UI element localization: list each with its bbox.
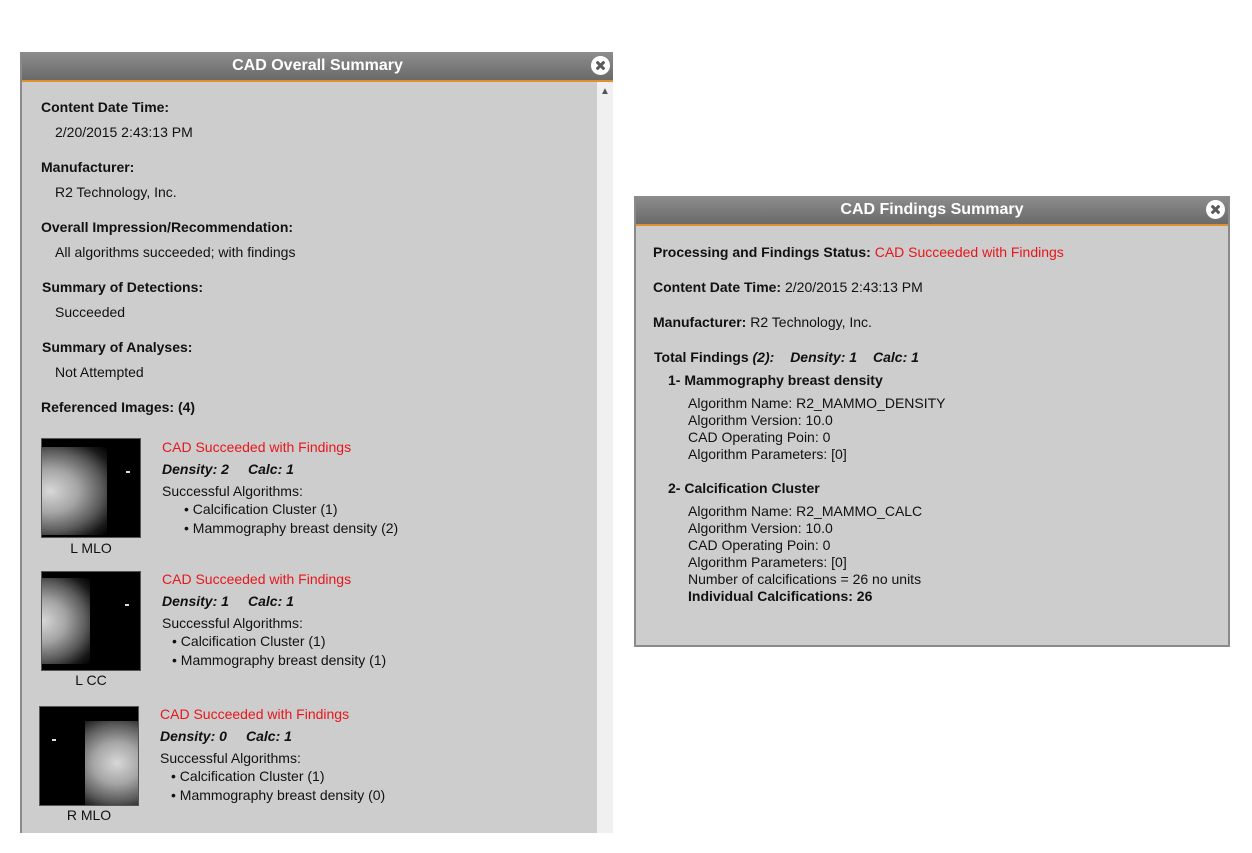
manufacturer-label: Manufacturer:: [653, 314, 747, 330]
image-thumbnail-l-cc[interactable]: [41, 571, 141, 671]
status-value: CAD Succeeded with Findings: [874, 244, 1064, 260]
image-algorithms-label: Successful Algorithms:: [160, 750, 301, 766]
image-status: CAD Succeeded with Findings: [162, 439, 352, 455]
findings-title: CAD Findings Summary: [840, 201, 1024, 218]
analyses-label: Summary of Analyses:: [42, 339, 193, 355]
image-status: CAD Succeeded with Findings: [162, 571, 352, 587]
referenced-images-label: Referenced Images: (4): [41, 399, 196, 415]
image-caption: R MLO: [66, 807, 112, 823]
image-caption: L CC: [75, 672, 107, 688]
image-algorithm-item: • Mammography breast density (1): [172, 652, 387, 668]
detections-value: Succeeded: [55, 304, 126, 320]
findings-manufacturer-row: [653, 314, 872, 330]
finding-2-line: Number of calcifications = 26 no units: [688, 571, 922, 587]
image-density: Density: 1: [162, 593, 229, 609]
image-algorithms-label: Successful Algorithms:: [162, 483, 303, 499]
detections-label: Summary of Detections:: [42, 279, 204, 295]
image-thumbnail-l-mlo[interactable]: [41, 438, 141, 538]
datetime-label: Content Date Time:: [653, 279, 782, 295]
manufacturer-value: R2 Technology, Inc.: [55, 184, 177, 200]
findings-title-bar: [636, 196, 1228, 226]
finding-1-line: Algorithm Name: R2_MAMMO_DENSITY: [688, 395, 946, 411]
image-algorithm-item: • Calcification Cluster (1): [171, 768, 325, 784]
image-density: Density: 2: [162, 461, 229, 477]
overall-title: CAD Overall Summary: [232, 57, 403, 74]
scrollbar[interactable]: [597, 82, 613, 833]
image-algorithm-item: • Calcification Cluster (1): [172, 633, 326, 649]
finding-1-line: Algorithm Version: 10.0: [688, 412, 833, 428]
cad-overall-summary-panel: [20, 52, 613, 833]
close-icon[interactable]: [591, 56, 610, 75]
cad-findings-summary-panel: [634, 196, 1230, 647]
total-calc: Calc: 1: [873, 349, 919, 365]
finding-1-line: Algorithm Parameters: [0]: [688, 446, 847, 462]
image-algorithms-label: Successful Algorithms:: [162, 615, 303, 631]
content-datetime-value: 2/20/2015 2:43:13 PM: [55, 124, 193, 140]
image-caption: L MLO: [70, 540, 112, 556]
image-thumbnail-r-mlo[interactable]: [39, 706, 139, 806]
total-findings-label: Total Findings: [654, 349, 749, 365]
finding-2-line: Algorithm Version: 10.0: [688, 520, 833, 536]
image-calc: Calc: 1: [246, 728, 292, 744]
analyses-value: Not Attempted: [55, 364, 144, 380]
findings-datetime-row: [653, 279, 923, 295]
content-datetime-label: Content Date Time:: [41, 99, 170, 115]
image-density: Density: 0: [160, 728, 227, 744]
overall-title-bar: [22, 52, 613, 82]
close-icon[interactable]: [1206, 200, 1225, 219]
individual-calcifications: Individual Calcifications: 26: [688, 588, 873, 604]
finding-2-line: CAD Operating Poin: 0: [688, 537, 831, 553]
finding-1-title: 1- Mammography breast density: [668, 372, 883, 388]
scroll-up-icon[interactable]: ▲: [600, 86, 610, 97]
finding-1-line: CAD Operating Poin: 0: [688, 429, 831, 445]
finding-2-line: Algorithm Parameters: [0]: [688, 554, 847, 570]
finding-2-line: Algorithm Name: R2_MAMMO_CALC: [688, 503, 923, 519]
impression-label: Overall Impression/Recommendation:: [41, 219, 294, 235]
image-algorithm-item: • Mammography breast density (2): [184, 520, 399, 536]
total-density: Density: 1: [790, 349, 858, 365]
manufacturer-label: Manufacturer:: [41, 159, 135, 175]
image-calc: Calc: 1: [248, 593, 294, 609]
image-algorithm-item: • Mammography breast density (0): [171, 787, 386, 803]
image-status: CAD Succeeded with Findings: [160, 706, 350, 722]
image-algorithm-item: • Calcification Cluster (1): [184, 501, 338, 517]
manufacturer-value: R2 Technology, Inc.: [750, 314, 872, 330]
findings-status-row: [653, 244, 1064, 260]
impression-value: All algorithms succeeded; with findings: [55, 244, 296, 260]
finding-2-title: 2- Calcification Cluster: [668, 480, 820, 496]
datetime-value: 2/20/2015 2:43:13 PM: [784, 279, 923, 295]
image-calc: Calc: 1: [248, 461, 294, 477]
total-findings-count: (2):: [752, 349, 775, 365]
total-findings-row: [654, 349, 919, 365]
status-label: Processing and Findings Status:: [653, 244, 871, 260]
